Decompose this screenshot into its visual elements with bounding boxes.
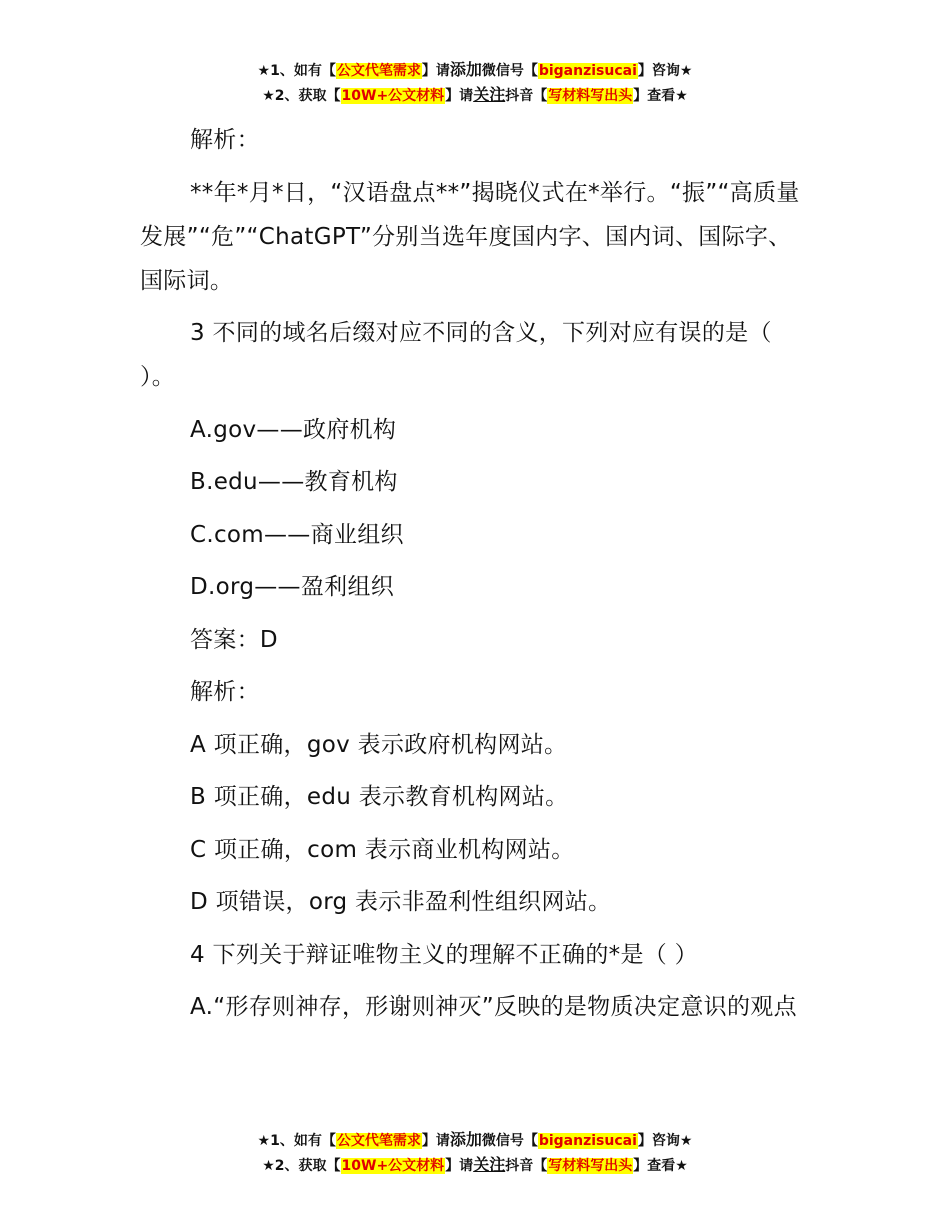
header-banner xyxy=(0,58,950,108)
highlight-service: 公文代笔需求 xyxy=(336,63,421,79)
banner-text: 】咨询★ xyxy=(637,63,693,79)
paragraph-analysis-text: **年*月*日，“汉语盘点**”揭晓仪式在*举行。“振”“高质量发展”“危”“ChatGPT”分别当选年度国内字、国内词、国际字、国际词。 xyxy=(140,179,800,294)
highlight-douyin-account: 写材料写出头 xyxy=(548,88,633,104)
highlight-materials: 10W+公文材料 xyxy=(341,1158,445,1174)
banner-emphasis: 关注 xyxy=(473,1155,506,1174)
banner-text: 】请 xyxy=(445,88,474,104)
highlight-service: 公文代笔需求 xyxy=(336,1133,421,1149)
banner-text: 】查看★ xyxy=(633,1158,688,1174)
question-3: 3 不同的域名后缀对应不同的含义，下列对应有误的是（ ）。 xyxy=(140,320,772,390)
document-body xyxy=(140,118,812,1038)
banner-text: 】请 xyxy=(421,63,450,79)
analysis-item-a: A 项正确，gov 表示政府机构网站。 xyxy=(190,731,568,758)
highlight-materials: 10W+公文材料 xyxy=(341,88,445,104)
highlight-douyin-account: 写材料写出头 xyxy=(548,1158,633,1174)
paragraph-analysis-label: 解析： xyxy=(190,127,260,153)
paragraph-analysis-label: 解析： xyxy=(190,679,260,705)
banner-text: ★1、如有【 xyxy=(257,63,336,79)
analysis-item-c: C 项正确，com 表示商业机构网站。 xyxy=(190,836,575,863)
banner-emphasis: 添加 xyxy=(449,60,482,79)
banner-line-2 xyxy=(0,1153,950,1178)
footer-banner xyxy=(0,1128,950,1178)
banner-text: 】查看★ xyxy=(633,88,688,104)
banner-emphasis: 添加 xyxy=(449,1130,482,1149)
option-d: D.org——盈利组织 xyxy=(190,574,395,600)
banner-line-2 xyxy=(0,83,950,108)
banner-text: ★2、获取【 xyxy=(262,88,341,104)
option-c: C.com——商业组织 xyxy=(190,521,404,548)
banner-text: ★1、如有【 xyxy=(257,1133,336,1149)
banner-text: ★2、获取【 xyxy=(262,1158,341,1174)
option-b: B.edu——教育机构 xyxy=(190,469,398,495)
banner-text: 微信号【 xyxy=(481,1133,538,1149)
banner-text: 微信号【 xyxy=(481,63,538,79)
banner-emphasis: 关注 xyxy=(473,85,506,104)
banner-text: 】请 xyxy=(421,1133,450,1149)
highlight-wechat-id: biganzisucai xyxy=(538,1133,637,1149)
banner-text: 】咨询★ xyxy=(637,1133,693,1149)
banner-text: 抖音【 xyxy=(505,88,548,104)
answer: 答案：D xyxy=(190,626,278,653)
question-4: 4 下列关于辩证唯物主义的理解不正确的*是（ ） xyxy=(190,941,698,968)
question-4-option-a: A.“形存则神存，形谢则神灭”反映的是物质决定意识的观点 xyxy=(190,994,797,1020)
banner-line-1 xyxy=(0,1128,950,1153)
analysis-item-d: D 项错误，org 表示非盈利性组织网站。 xyxy=(190,889,612,915)
banner-text: 】请 xyxy=(445,1158,474,1174)
banner-text: 抖音【 xyxy=(505,1158,548,1174)
analysis-item-b: B 项正确，edu 表示教育机构网站。 xyxy=(190,784,569,810)
option-a: A.gov——政府机构 xyxy=(190,416,397,443)
highlight-wechat-id: biganzisucai xyxy=(538,63,637,79)
banner-line-1 xyxy=(0,58,950,83)
